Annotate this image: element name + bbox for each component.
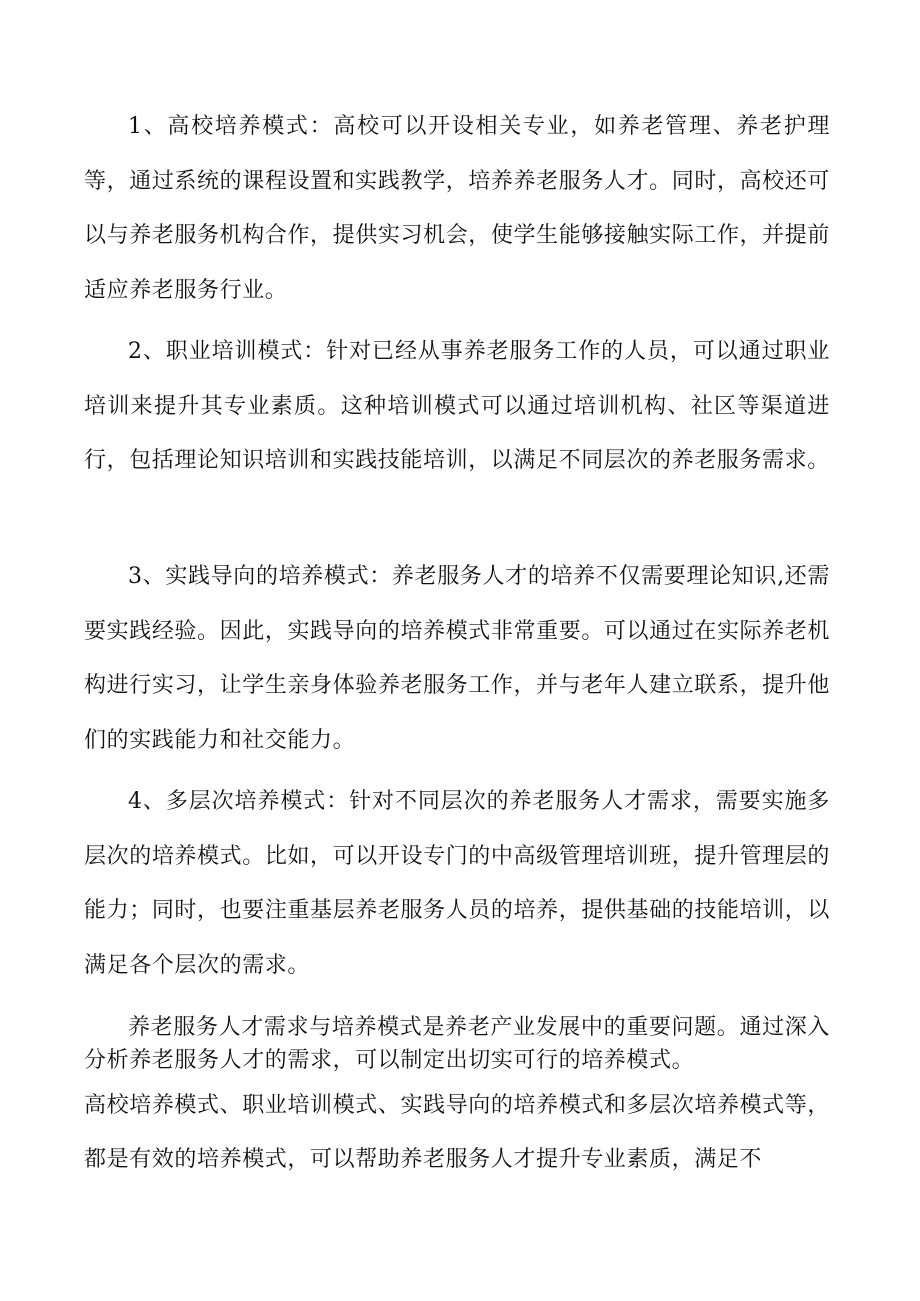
paragraph-summary-continued: 高校培养模式、职业培训模式、实践导向的培养模式和多层次培养模式等，都是有效的培养模式，可以帮助养老服务人才提升专业素质，满足不 [84,1093,830,1172]
paragraph-summary-intro: 养老服务人才需求与培养模式是养老产业发展中的重要问题。通过深入分析养老服务人才的需求，可以制定出切实可行的培养模式。 [84,1015,830,1073]
paragraph-multi-level-training: 4、多层次培养模式：针对不同层次的养老服务人才需求，需要实施多层次的培养模式。比如，可以开设专门的中高级管理培训班，提升管理层的能力；同时，也要注重基层养老服务人员的培养，提供基础的技能培训，以满足各个层次的需求。 [84,789,830,978]
paragraph-practice-oriented-training: 3、实践导向的培养模式：养老服务人才的培养不仅需要理论知识,还需要实践经验。因此，实践导向的培养模式非常重要。可以通过在实际养老机构进行实习，让学生亲身体验养老服务工作，并与老年人建立联系，提升他们的实践能力和社交能力。 [84,564,830,753]
paragraph-vocational-training: 2、职业培训模式：针对已经从事养老服务工作的人员，可以通过职业培训来提升其专业素质。这种培训模式可以通过培训机构、社区等渠道进行，包括理论知识培训和实践技能培训，以满足不同层次的养老服务需求。 [84,339,830,473]
paragraph-university-training: 1、高校培养模式：高校可以开设相关专业，如养老管理、养老护理等，通过系统的课程设置和实践教学，培养养老服务人才。同时，高校还可以与养老服务机构合作，提供实习机会，使学生能够接触实际工作，并提前适应养老服务行业。 [84,114,830,303]
